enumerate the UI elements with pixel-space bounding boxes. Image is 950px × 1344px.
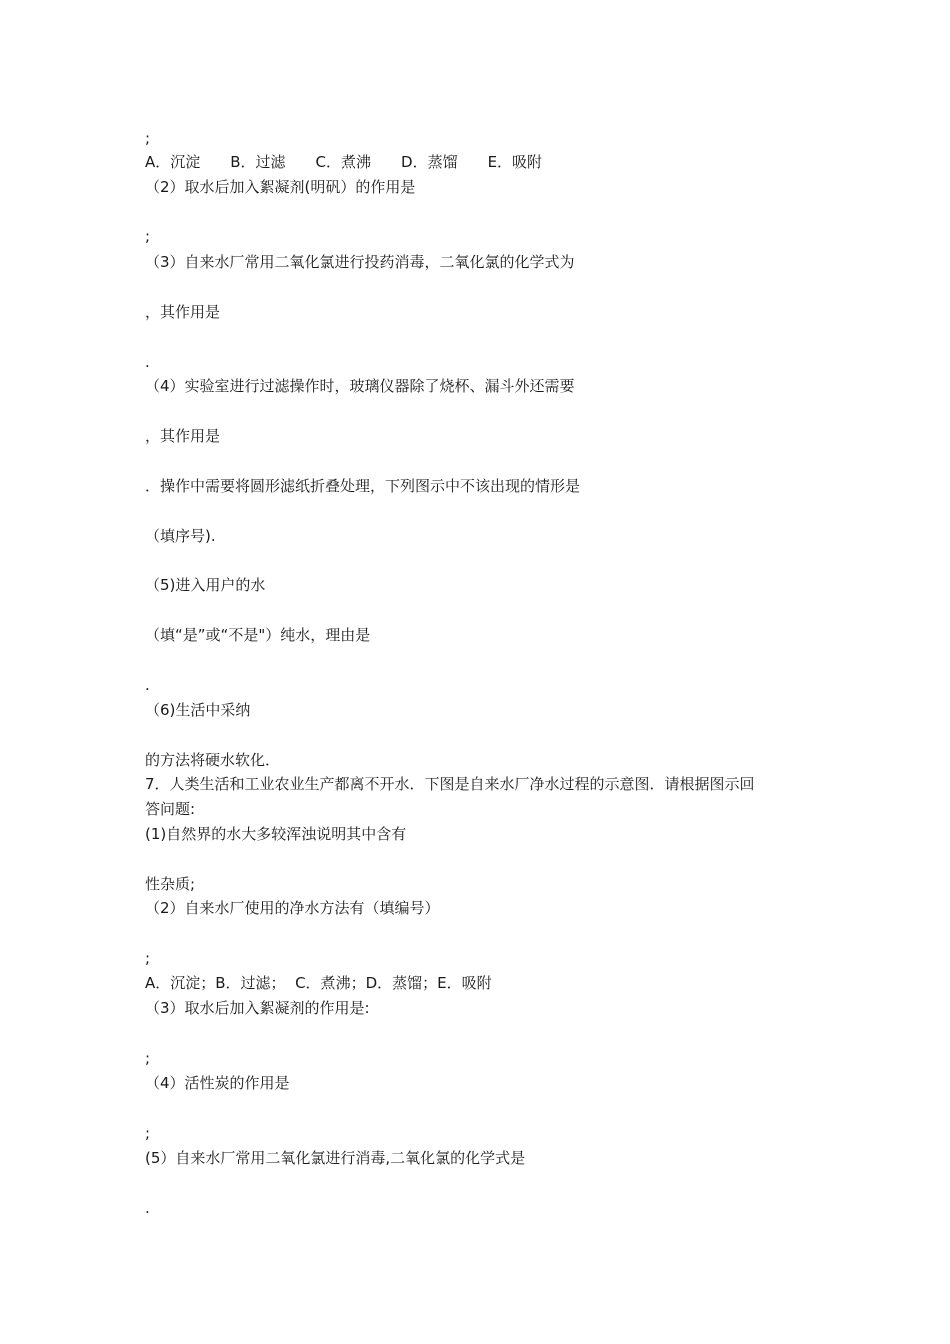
- text-line: 答问题:: [145, 800, 196, 818]
- text-line: ，其作用是: [145, 303, 221, 321]
- text-line: ;: [145, 949, 151, 967]
- text-line: （2）取水后加入絮凝剂(明矾）的作用是: [145, 178, 416, 196]
- text-line: ;: [145, 227, 151, 245]
- text-line: （6)生活中采纳: [145, 701, 251, 719]
- text-line: （4）实验室进行过滤操作时，玻璃仪器除了烧杯、漏斗外还需要: [145, 377, 575, 395]
- text-line: （3）取水后加入絮凝剂的作用是:: [145, 999, 370, 1017]
- text-line: （5)进入用户的水: [145, 576, 266, 594]
- text-line: A．沉淀 B．过滤 C．煮沸 D．蒸馏 E．吸附: [145, 153, 543, 171]
- text-line: ．操作中需要将圆形滤纸折叠处理，下列图示中不该出现的情形是: [145, 477, 581, 495]
- text-line: A．沉淀；B．过滤； C．煮沸；D．蒸馏；E．吸附: [145, 974, 492, 992]
- text-line: 性杂质;: [145, 875, 196, 893]
- text-line: ;: [145, 1049, 151, 1067]
- text-line: （填序号).: [145, 527, 216, 545]
- text-line: ;: [145, 1124, 151, 1142]
- text-line: 的方法将硬水软化．: [145, 751, 281, 769]
- text-line: .: [145, 676, 150, 694]
- text-line: 7．人类生活和工业农业生产都离不开水．下图是自来水厂净水过程的示意图．请根据图示回: [145, 775, 755, 793]
- text-line: (5）自来水厂常用二氧化氯进行消毒,二氧化氯的化学式是: [145, 1149, 526, 1167]
- text-line: (1)自然界的水大多较浑浊说明其中含有: [145, 825, 407, 843]
- text-line: （3）自来水厂常用二氧化氯进行投药消毒，二氧化氯的化学式为: [145, 253, 575, 271]
- text-line: .: [145, 1199, 150, 1217]
- text-line: （填“是”或“不是"）纯水，理由是: [145, 626, 371, 644]
- text-line: .: [145, 353, 150, 371]
- text-line: ，其作用是: [145, 427, 221, 445]
- text-line: ;: [145, 129, 151, 147]
- text-line: （2）自来水厂使用的净水方法有（填编号）: [145, 899, 440, 917]
- text-line: （4）活性炭的作用是: [145, 1074, 290, 1092]
